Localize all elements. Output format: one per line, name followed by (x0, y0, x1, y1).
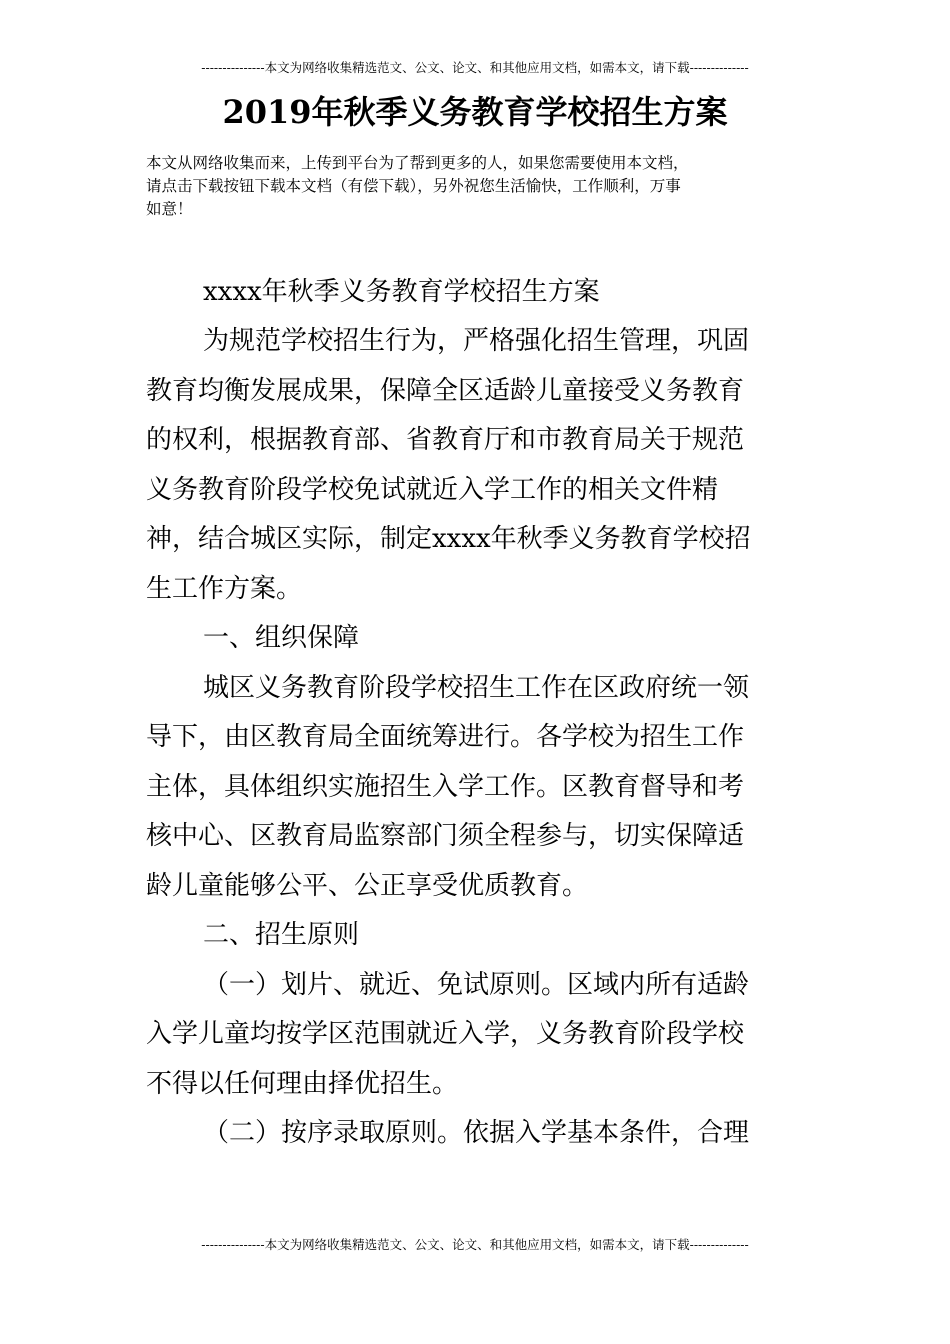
body-paragraph-line: 生工作方案。 (146, 574, 303, 604)
body-paragraph-line: （一）划片、就近、免试原则。区域内所有适龄 (203, 970, 750, 1000)
intro-notice (146, 152, 814, 221)
footer-banner: ---------------本文为网络收集精选范文、公文、论文、和其他应用文档，如需本文，请下载-------------- (201, 1237, 749, 1252)
body-paragraph-line: 神，结合城区实际，制定xxxx年秋季义务教育学校招 (146, 524, 751, 554)
body-subtitle: xxxx年秋季义务教育学校招生方案 (203, 277, 600, 307)
body-paragraph-line: （二）按序录取原则。依据入学基本条件，合理 (203, 1118, 750, 1148)
body-paragraph-line: 核中心、区教育局监察部门须全程参与，切实保障适 (146, 821, 745, 851)
section-heading: 二、招生原则 (203, 920, 360, 950)
body-paragraph-line: 导下，由区教育局全面统筹进行。各学校为招生工作 (146, 722, 745, 752)
body-paragraph-line: 义务教育阶段学校免试就近入学工作的相关文件精 (146, 475, 719, 505)
body-paragraph-line: 教育均衡发展成果，保障全区适龄儿童接受义务教育 (146, 376, 745, 406)
body-paragraph-line: 城区义务教育阶段学校招生工作在区政府统一领 (203, 673, 750, 703)
intro-line: 请点击下载按钮下载本文档（有偿下载），另外祝您生活愉快，工作顺利，万事 (146, 177, 681, 195)
body-paragraph-line: 龄儿童能够公平、公正享受优质教育。 (146, 871, 589, 901)
body-paragraph-line: 入学儿童均按学区范围就近入学，义务教育阶段学校 (146, 1019, 745, 1049)
body-paragraph-line: 主体，具体组织实施招生入学工作。区教育督导和考 (146, 772, 745, 802)
header-banner: ---------------本文为网络收集精选范文、公文、论文、和其他应用文档，如需本文，请下载-------------- (201, 60, 749, 75)
body-paragraph-line: 为规范学校招生行为，严格强化招生管理，巩固 (203, 326, 750, 356)
body-paragraph-line: 不得以任何理由择优招生。 (146, 1069, 459, 1099)
body-paragraph-line: 的权利，根据教育部、省教育厅和市教育局关于规范 (146, 425, 745, 455)
intro-line: 本文从网络收集而来，上传到平台为了帮到更多的人，如果您需要使用本文档， (146, 154, 689, 172)
section-heading: 一、组织保障 (203, 623, 360, 653)
intro-line: 如意！ (146, 200, 193, 218)
document-title: 2019年秋季义务教育学校招生方案 (222, 93, 728, 131)
